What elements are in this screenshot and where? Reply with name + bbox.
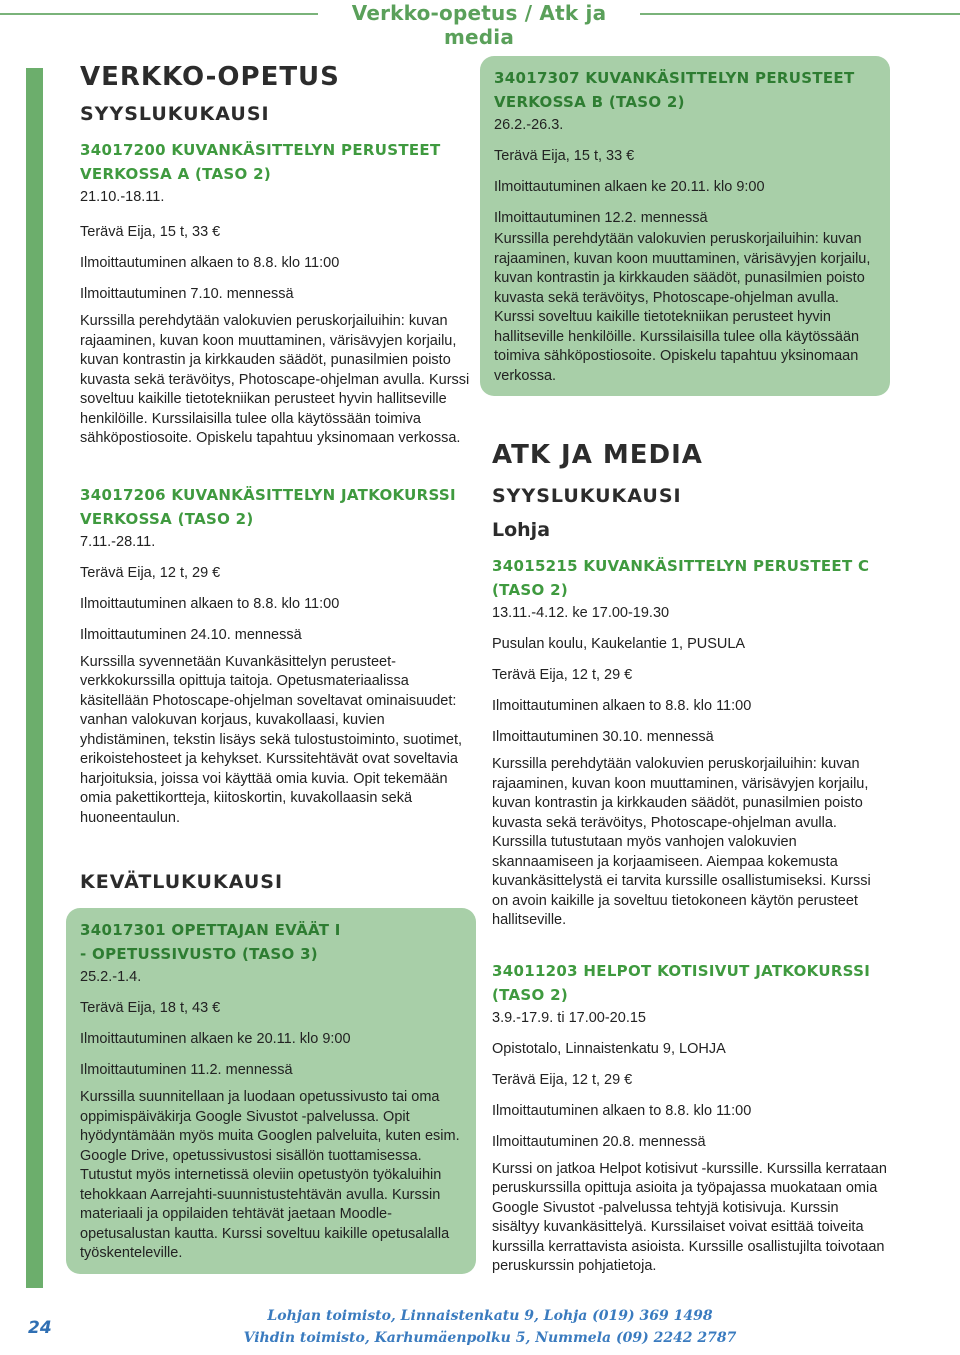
course-title-line1: 34017200 KUVANKÄSITTELYN PERUSTEET	[80, 141, 441, 159]
course-34017301-box	[66, 908, 476, 1274]
course-dates: 13.11.-4.12. ke 17.00-19.30	[492, 605, 670, 621]
course-registration-start: Ilmoittautuminen alkaen to 8.8. klo 11:00	[492, 698, 752, 714]
course-title-line2: VERKOSSA B (TASO 2)	[494, 93, 685, 111]
side-accent-bar	[26, 68, 43, 1288]
section-title-verkko-opetus: VERKKO-OPETUS	[80, 62, 340, 92]
course-registration-end: Ilmoittautuminen 11.2. mennessä	[80, 1062, 293, 1078]
course-registration-end: Ilmoittautuminen 30.10. mennessä	[492, 729, 714, 745]
section-title-atk-ja-media: ATK JA MEDIA	[492, 440, 703, 470]
course-description: Kurssilla perehdytään valokuvien peruskorjailuihin: kuvan rajaaminen, kuvan koon muuttaminen, värisävyjen korjailu, kuvan kontrastin ja kirkkauden säädöt, punasilmien poisto kuvasta sekä terävöitys, Photoscape-ohjelman avulla. Kurssilla tutustutaan myös vanhojen valokuvien skannaamiseen ja korjaamiseen. Aiempaa kokemusta kuvankäsittelystä ei tarvita kurssille osallistumiseksi. Kurssi on avoin kaikille ja soveltuu tietokoneen käytön perusteet hallitseville.	[492, 756, 871, 928]
course-34017307-box	[480, 56, 890, 396]
course-registration-start: Ilmoittautuminen alkaen ke 20.11. klo 9:00	[494, 179, 765, 195]
course-teacher: Terävä Eija, 12 t, 29 €	[492, 667, 633, 683]
course-registration-end: Ilmoittautuminen 24.10. mennessä	[80, 626, 302, 643]
course-dates: 7.11.-28.11.	[80, 533, 156, 550]
course-34017200	[80, 138, 472, 449]
course-title-line2: (TASO 2)	[492, 985, 569, 1004]
header-rule-left	[0, 13, 318, 15]
course-34015215	[492, 554, 888, 931]
course-teacher: Terävä Eija, 15 t, 33 €	[80, 224, 221, 240]
course-title-line1: 34011203 HELPOT KOTISIVUT JATKOKURSSI	[492, 961, 871, 980]
course-registration-start: Ilmoittautuminen alkaen to 8.8. klo 11:00	[492, 1102, 752, 1119]
course-dates: 26.2.-26.3.	[494, 117, 564, 133]
footer-line-vihti: Vihdin toimisto, Karhumäenpolku 5, Nummela (09) 2242 2787	[243, 1330, 737, 1346]
course-description: Kurssilla suunnitellaan ja luodaan opetussivusto tai oma oppimispäiväkirja Google Sivustot -palvelussa. Opit hyödyntämään myös muita Googlen palveluita, kuten esim. Google Drive, opetussivustosi sisällön tuottamisessa. Tutustut myös internetissä oleviin opetustyön työkaluihin tehokkaan Aarrejahti-suunnistustehtävän avulla. Kurssin materiaali ja oppilaiden tehtävät jaetaan Moodle-opetusalustan kautta. Kurssi soveltuu kaikille opetusalalla työskenteleville.	[80, 1089, 460, 1261]
course-registration-end: Ilmoittautuminen 7.10. mennessä	[80, 286, 294, 302]
course-dates: 21.10.-18.11.	[80, 189, 165, 205]
course-teacher: Terävä Eija, 18 t, 43 €	[80, 1000, 221, 1016]
course-teacher: Terävä Eija, 15 t, 33 €	[494, 148, 635, 164]
course-teacher: Terävä Eija, 12 t, 29 €	[80, 564, 221, 581]
course-registration-start: Ilmoittautuminen alkaen ke 20.11. klo 9:00	[80, 1031, 351, 1047]
footer-line-lohja: Lohjan toimisto, Linnaistenkatu 9, Lohja (019) 369 1498	[267, 1308, 713, 1324]
location-heading: Lohja	[492, 519, 551, 541]
course-registration-end: Ilmoittautuminen 12.2. mennessä	[494, 210, 708, 226]
course-title-line2: - OPETUSSIVUSTO (TASO 3)	[80, 945, 318, 963]
term-heading-autumn: SYYSLUKUKAUSI	[80, 103, 270, 125]
course-title-line2: VERKOSSA (TASO 2)	[80, 509, 254, 528]
course-dates: 3.9.-17.9. ti 17.00-20.15	[492, 1009, 646, 1026]
term-heading-autumn: SYYSLUKUKAUSI	[492, 485, 682, 507]
course-title-line1: 34017307 KUVANKÄSITTELYN PERUSTEET	[494, 69, 855, 87]
page-header-title: Verkko-opetus / Atk ja media	[351, 1, 607, 49]
course-place: Opistotalo, Linnaistenkatu 9, LOHJA	[492, 1040, 726, 1057]
right-column	[492, 62, 888, 1277]
course-teacher: Terävä Eija, 12 t, 29 €	[492, 1071, 633, 1088]
course-title-line1: 34017301 OPETTAJAN EVÄÄT I	[80, 921, 341, 939]
left-column	[80, 60, 472, 1274]
course-registration-start: Ilmoittautuminen alkaen to 8.8. klo 11:00	[80, 595, 340, 612]
course-description: Kurssilla perehdytään valokuvien peruskorjailuihin: kuvan rajaaminen, kuvan koon muuttaminen, värisävyjen korjailu, kuvan kontrastin ja kirkkauden säädöt, punasilmien poisto kuvasta sekä terävöitys, Photoscape-ohjelman avulla. Kurssi soveltuu kaikille tietotekniikan perusteet hyvin hallitseville henkilöille. Kurssilaisilla tulee olla käytössään toimiva sähköpostiosoite. Opiskelu tapahtuu yksinomaan verkossa.	[80, 313, 470, 446]
course-34017206	[80, 483, 472, 829]
course-title-line1: 34017206 KUVANKÄSITTELYN JATKOKURSSI	[80, 485, 456, 504]
term-heading-spring: KEVÄTLUKUKAUSI	[80, 871, 284, 893]
header-rule-right	[640, 13, 960, 15]
course-description: Kurssilla perehdytään valokuvien peruskorjailuihin: kuvan rajaaminen, kuvan koon muuttaminen, värisävyjen korjailu, kuvan kontrastin ja kirkkauden säädöt, punasilmien poisto kuvasta sekä terävöitys, Photoscape-ohjelman avulla. Kurssi soveltuu kaikille tietotekniikan perusteet hyvin hallitseville henkilöille. Kurssilaisilla tulee olla käytössään toimiva sähköpostiosoite. Opiskelu tapahtuu yksinomaan verkossa.	[494, 231, 871, 384]
course-registration-end: Ilmoittautuminen 20.8. mennessä	[492, 1133, 706, 1150]
footer-contacts	[220, 1305, 760, 1349]
course-place: Pusulan koulu, Kaukelantie 1, PUSULA	[492, 636, 746, 652]
course-description: Kurssi on jatkoa Helpot kotisivut -kurssille. Kurssilla kerrataan peruskurssilla opittuja asioita ja työpajassa muokataan omia Google Sivustot -palvelussa tehtyjä kotisivuja. Kurssin sisältyy kuvankäsittelyä. Kurssilaiset voivat esittää toiveita kurssilla kerrattavista asioista. Kurssille osallistujilta toivotaan peruskurssin pohjatietoja.	[492, 1160, 887, 1274]
page-number: 24	[28, 1318, 52, 1338]
course-registration-start: Ilmoittautuminen alkaen to 8.8. klo 11:00	[80, 255, 340, 271]
course-description: Kurssilla syvennetään Kuvankäsittelyn perusteet-verkkokurssilla opittuja taitoja. Opetusmateriaalissa käsitellään Photoscape-ohjelman soveltavat ominaisuudet: vanhan valokuvan korjaus, kuvakollaasi, kuvien yhdistäminen, tekstin lisäys sekä tulostustoiminto, suotimet, erikoistehosteet ja kehykset. Kurssitehtävät ovat soveltavia harjoituksia, joissa voi käyttää omia kuvia. Opit tekemään omia pakettikortteja, kiitoskortin, kuvakollaasin sekä huoneentaulun.	[80, 653, 462, 826]
course-title-line2: VERKOSSA A (TASO 2)	[80, 165, 272, 183]
course-dates: 25.2.-1.4.	[80, 969, 142, 985]
course-34011203	[492, 959, 888, 1277]
course-title-line2: (TASO 2)	[492, 581, 569, 599]
course-title-line1: 34015215 KUVANKÄSITTELYN PERUSTEET C	[492, 557, 870, 575]
